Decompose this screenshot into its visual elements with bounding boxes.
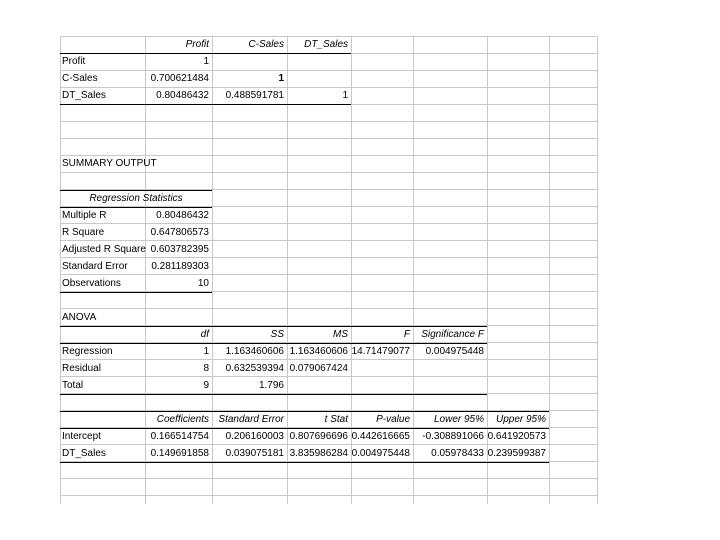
corr-row-label[interactable]: C-Sales [62,73,98,84]
anova-cell[interactable]: 0.632539394 [225,363,284,374]
regstats-value[interactable]: 0.647806573 [150,227,209,238]
corr-bottom-rule [60,104,351,105]
anova-cell[interactable]: 0.004975448 [425,346,484,357]
anova-bottom-rule [60,394,487,395]
anova-title[interactable]: ANOVA [62,312,97,323]
regstats-value[interactable]: 0.603782395 [150,244,209,255]
grid-column-line [549,36,550,504]
coef-cell[interactable]: 0.807696696 [289,431,348,442]
corr-header-dtsales[interactable]: DT_Sales [304,39,348,50]
anova-row-label[interactable]: Total [62,380,84,391]
grid-row-line [60,138,598,139]
anova-cell[interactable]: 14.71479077 [351,346,410,357]
coef-header-pvalue[interactable]: P-value [376,414,410,425]
coef-row-label[interactable]: DT_Sales [62,448,106,459]
regstats-value[interactable]: 0.80486432 [156,210,209,221]
coef-cell[interactable]: 0.149691858 [150,448,209,459]
coef-cell[interactable]: 0.05978433 [431,448,484,459]
regstats-label[interactable]: R Square [62,227,105,238]
coef-header-lower95[interactable]: Lower 95% [433,414,484,425]
coef-cell[interactable]: 3.835986284 [289,448,348,459]
coef-cell[interactable]: -0.308891066 [422,431,484,442]
grid-row-line [60,478,598,479]
corr-cell[interactable]: 0.700621484 [150,73,209,84]
spreadsheet-grid[interactable] [60,36,598,504]
anova-row-label[interactable]: Residual [62,363,101,374]
regstats-label[interactable]: Observations [62,278,121,289]
corr-cell[interactable]: 1 [203,56,209,67]
coef-header-stderr[interactable]: Standard Error [218,414,284,425]
corr-header-csales[interactable]: C-Sales [248,39,284,50]
anova-header-ss[interactable]: SS [270,329,284,340]
coef-header-coefficients[interactable]: Coefficients [156,414,209,425]
anova-header-df[interactable]: df [200,329,209,340]
coef-row-label[interactable]: Intercept [62,431,101,442]
coef-cell[interactable]: 0.206160003 [225,431,284,442]
corr-cell[interactable]: 0.488591781 [225,90,284,101]
anova-header-ms[interactable]: MS [333,329,348,340]
coef-cell[interactable]: 0.039075181 [225,448,284,459]
coef-header-tstat[interactable]: t Stat [324,414,348,425]
anova-cell[interactable]: 1.163460606 [225,346,284,357]
regstats-value[interactable]: 0.281189303 [151,261,209,272]
anova-cell[interactable]: 1.796 [258,380,284,391]
coef-header-upper95[interactable]: Upper 95% [495,414,546,425]
regstats-label[interactable]: Standard Error [62,261,128,272]
anova-cell[interactable]: 1 [203,346,209,357]
summary-title[interactable]: SUMMARY OUTPUT [62,158,157,169]
regstats-header[interactable]: Regression Statistics [89,193,183,204]
coef-cell[interactable]: 0.442616665 [351,431,410,442]
anova-header-sigf[interactable]: Significance F [421,329,484,340]
anova-cell[interactable]: 8 [203,363,209,374]
corr-cell[interactable]: 0.80486432 [156,90,209,101]
grid-column-line [597,36,598,504]
anova-row-label[interactable]: Regression [62,346,113,357]
regstats-label[interactable]: Adjusted R Square [62,244,146,255]
regstats-value[interactable]: 10 [197,278,209,289]
corr-cell[interactable]: 1 [342,90,348,101]
grid-row-line [60,172,598,173]
grid-row-line [60,121,598,122]
regstats-bottom-rule [60,292,212,293]
corr-header-profit[interactable]: Profit [185,39,209,50]
anova-cell[interactable]: 1.163460606 [289,346,348,357]
anova-cell[interactable]: 0.079067424 [289,363,348,374]
regstats-label[interactable]: Multiple R [62,210,107,221]
coef-cell[interactable]: 0.004975448 [351,448,410,459]
corr-cell[interactable]: 1 [278,73,284,84]
anova-header-f[interactable]: F [403,329,410,340]
corr-row-label[interactable]: DT_Sales [62,90,106,101]
coef-cell[interactable]: 0.239599387 [487,448,546,459]
corr-row-label[interactable]: Profit [62,56,86,67]
anova-cell[interactable]: 9 [203,380,209,391]
grid-row-line [60,495,598,496]
coef-cell[interactable]: 0.641920573 [487,431,546,442]
coef-bottom-rule [60,462,549,463]
coef-cell[interactable]: 0.166514754 [150,431,209,442]
